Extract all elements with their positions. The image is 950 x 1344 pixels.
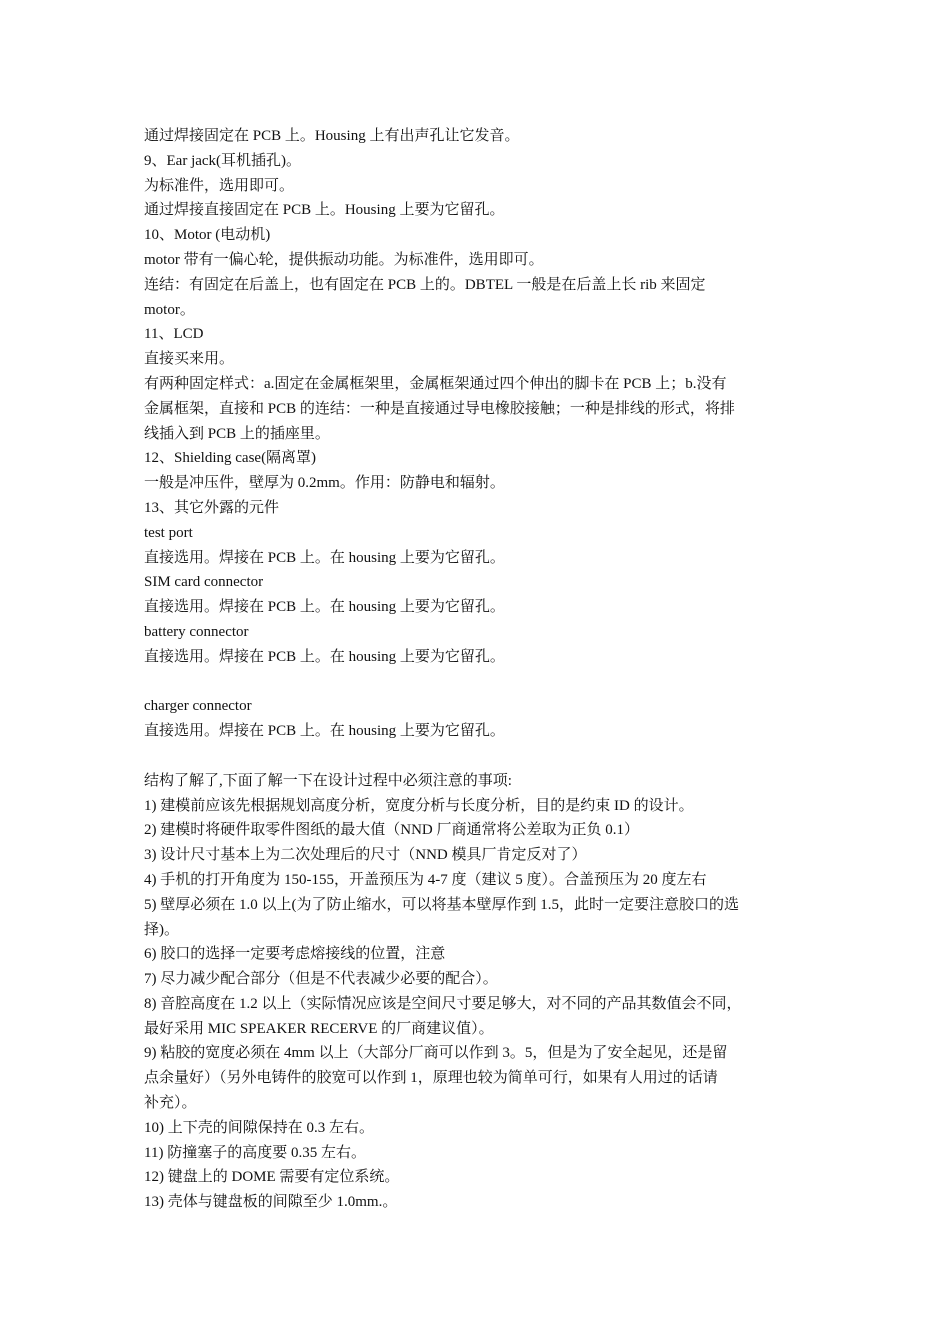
text-line: 通过焊接固定在 PCB 上。Housing 上有出声孔让它发音。 xyxy=(144,128,520,144)
design-note-item: 3) 设计尺寸基本上为二次处理后的尺寸（NND 模具厂肯定反对了） xyxy=(144,847,587,864)
text-line: 金属框架，直接和 PCB 的连结：一种是直接通过导电橡胶接触；一种是排线的形式，将排 xyxy=(144,400,735,417)
component-name: charger connector xyxy=(144,698,252,715)
component-name: battery connector xyxy=(144,623,249,640)
design-note-item: 13) 壳体与键盘板的间隙至少 1.0mm.。 xyxy=(144,1194,398,1211)
text-line: 直接买来用。 xyxy=(144,351,235,368)
design-note-item: 最好采用 MIC SPEAKER RECERVE 的厂商建议值）。 xyxy=(144,1020,494,1037)
component-name: SIM card connector xyxy=(144,574,264,591)
design-note-item: 10) 上下壳的间隙保持在 0.3 左右。 xyxy=(144,1119,374,1136)
section-heading-lcd: 11、LCD xyxy=(144,326,204,343)
design-note-item: 11) 防撞塞子的高度要 0.35 左右。 xyxy=(144,1144,366,1161)
design-notes-intro: 结构了解了,下面了解一下在设计过程中必须注意的事项: xyxy=(144,772,512,789)
design-note-item: 5) 壁厚必须在 1.0 以上(为了防止缩水，可以将基本壁厚作到 1.5，此时一定要注意胶口的选 xyxy=(144,896,739,913)
blank-line xyxy=(144,670,824,695)
design-note-item: 点余量好）（另外电铸件的胶宽可以作到 1，原理也较为简单可行，如果有人用过的话请 xyxy=(144,1070,718,1087)
section-heading-motor: 10、Motor (电动机) xyxy=(144,227,271,244)
design-note-item: 补充）。 xyxy=(144,1095,197,1112)
design-note-item: 12) 键盘上的 DOME 需要有定位系统。 xyxy=(144,1169,400,1186)
section-heading-shielding-case: 12、Shielding case(隔离罩) xyxy=(144,450,317,467)
blank-line xyxy=(144,744,824,769)
design-note-item: 择)。 xyxy=(144,921,179,938)
text-line: 直接选用。焊接在 PCB 上。在 housing 上要为它留孔。 xyxy=(144,549,505,566)
text-line: 线插入到 PCB 上的插座里。 xyxy=(144,425,330,442)
design-note-item: 8) 音腔高度在 1.2 以上（实际情况应该是空间尺寸要足够大，对不同的产品其数值会不同， xyxy=(144,995,742,1012)
design-note-item: 9) 粘胶的宽度必须在 4mm 以上（大部分厂商可以作到 3。5，但是为了安全起见，还是留 xyxy=(144,1045,728,1062)
document-page xyxy=(144,124,824,1215)
design-note-item: 7) 尽力减少配合部分（但是不代表减少必要的配合）。 xyxy=(144,971,498,988)
text-line: motor。 xyxy=(144,301,195,318)
design-note-item: 2) 建模时将硬件取零件图纸的最大值（NND 厂商通常将公差取为正负 0.1） xyxy=(144,822,639,839)
text-line: 直接选用。焊接在 PCB 上。在 housing 上要为它留孔。 xyxy=(144,648,505,665)
design-note-item: 6) 胶口的选择一定要考虑熔接线的位置，注意 xyxy=(144,946,446,963)
text-line: 连结：有固定在后盖上，也有固定在 PCB 上的。DBTEL 一般是在后盖上长 rib 来固定 xyxy=(144,276,706,293)
text-line: motor 带有一偏心轮，提供振动功能。为标准件，选用即可。 xyxy=(144,251,544,268)
section-heading-ear-jack: 9、Ear jack(耳机插孔)。 xyxy=(144,152,302,169)
text-line: 通过焊接直接固定在 PCB 上。Housing 上要为它留孔。 xyxy=(144,202,505,219)
component-name: test port xyxy=(144,524,193,541)
design-note-item: 4) 手机的打开角度为 150-155，开盖预压为 4-7 度（建议 5 度）。合盖预压为 20 度左右 xyxy=(144,871,707,888)
text-line: 一般是冲压件，壁厚为 0.2mm。作用：防静电和辐射。 xyxy=(144,475,505,492)
design-note-item: 1) 建模前应该先根据规划高度分析，宽度分析与长度分析，目的是约束 ID 的设计。 xyxy=(144,797,694,814)
text-line: 有两种固定样式：a.固定在金属框架里，金属框架通过四个伸出的脚卡在 PCB 上；b.没有 xyxy=(144,375,727,392)
text-line: 为标准件，选用即可。 xyxy=(144,177,295,194)
text-line: 直接选用。焊接在 PCB 上。在 housing 上要为它留孔。 xyxy=(144,599,505,616)
section-heading-other-components: 13、其它外露的元件 xyxy=(144,499,280,516)
text-line: 直接选用。焊接在 PCB 上。在 housing 上要为它留孔。 xyxy=(144,723,505,740)
